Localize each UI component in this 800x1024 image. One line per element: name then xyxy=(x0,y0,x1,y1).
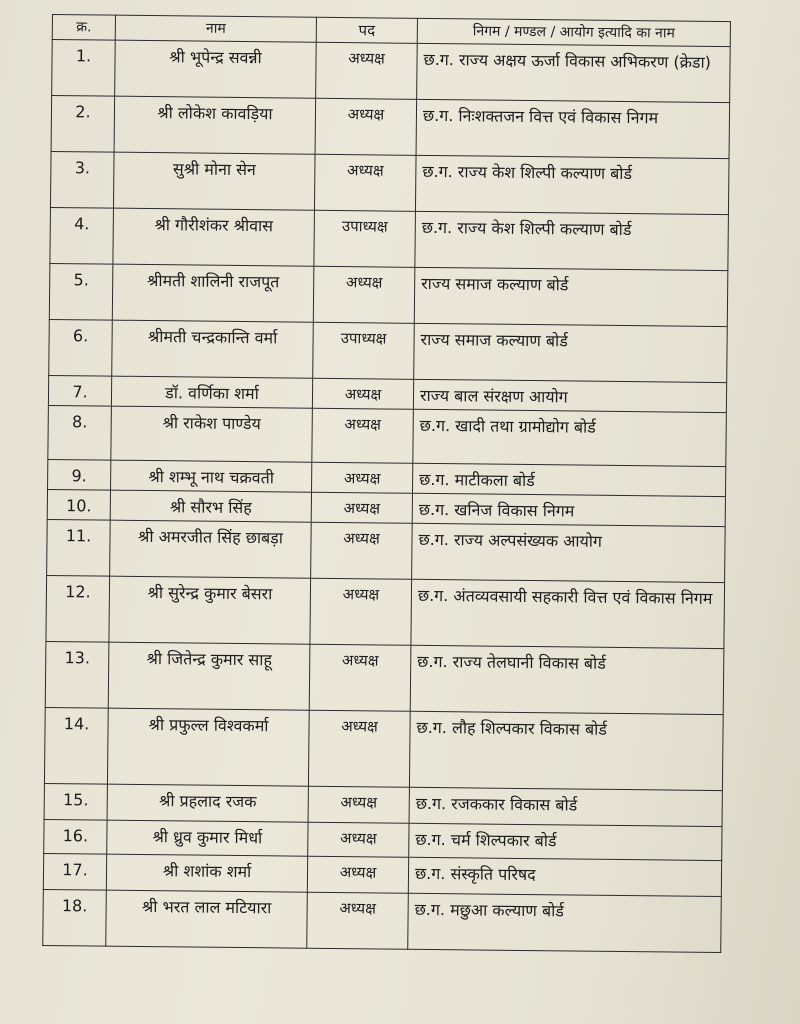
row-name: श्री प्रहलाद रजक xyxy=(107,784,308,822)
row-name: श्री शम्भू नाथ चक्रवती xyxy=(111,460,312,492)
table-row xyxy=(50,151,729,214)
row-post: अध्यक्ष xyxy=(312,462,413,493)
table-row xyxy=(48,405,727,466)
row-post: अध्यक्ष xyxy=(307,856,408,893)
row-organization: छ.ग. राज्य अल्पसंख्यक आयोग xyxy=(412,523,726,582)
row-post: अध्यक्ष xyxy=(308,786,409,823)
table-row xyxy=(50,207,729,270)
row-post: अध्यक्ष xyxy=(311,492,412,523)
row-organization: छ.ग. माटीकला बोर्ड xyxy=(413,463,726,496)
table-row xyxy=(46,575,725,648)
row-serial: 14. xyxy=(44,707,108,784)
row-serial: 3. xyxy=(50,151,114,208)
header-post: पद xyxy=(316,17,417,43)
table-row xyxy=(49,263,728,326)
row-post: अध्यक्ष xyxy=(311,522,413,579)
row-name: श्रीमती चन्द्रकान्ति वर्मा xyxy=(112,320,314,378)
row-organization: छ.ग. खादी तथा ग्रामोद्योग बोर्ड xyxy=(413,409,727,466)
table-row xyxy=(49,319,728,382)
row-name: श्री शशांक शर्मा xyxy=(106,854,307,892)
row-name: श्री राकेश पाण्डेय xyxy=(111,406,313,462)
row-organization: छ.ग. निःशक्तजन वित्त एवं विकास निगम xyxy=(416,99,730,158)
row-post: अध्यक्ष xyxy=(316,42,418,99)
row-post: अध्यक्ष xyxy=(312,378,413,409)
row-organization: छ.ग. अंतव्यवसायी सहकारी वित्त एवं विकास निगम xyxy=(411,579,725,648)
row-serial: 9. xyxy=(48,459,111,490)
row-organization: छ.ग. लौह शिल्पकार विकास बोर्ड xyxy=(409,711,723,790)
row-serial: 16. xyxy=(44,819,107,854)
row-post: अध्यक्ष xyxy=(315,98,417,155)
row-serial: 13. xyxy=(45,641,109,708)
row-organization: राज्य समाज कल्याण बोर्ड xyxy=(414,267,728,326)
row-serial: 4. xyxy=(50,207,114,264)
row-serial: 6. xyxy=(49,319,113,376)
row-name: श्री भरत लाल मटियारा xyxy=(106,890,308,948)
row-serial: 15. xyxy=(44,783,107,820)
row-organization: छ.ग. रजककार विकास बोर्ड xyxy=(409,787,722,826)
table-row xyxy=(43,889,722,952)
row-post: अध्यक्ष xyxy=(312,408,414,463)
row-name: श्री सुरेन्द्र कुमार बेसरा xyxy=(109,576,311,644)
row-serial: 7. xyxy=(48,375,111,406)
row-organization: छ.ग. संस्कृति परिषद xyxy=(408,857,721,896)
row-name: सुश्री मोना सेन xyxy=(113,152,315,210)
row-organization: छ.ग. चर्म शिल्पकार बोर्ड xyxy=(409,823,722,860)
row-name: श्री गौरीशंकर श्रीवास xyxy=(113,208,315,266)
row-name: श्री अमरजीत सिंह छाबड़ा xyxy=(110,520,312,578)
header-organization: निगम / मण्डल / आयोग इत्यादि का नाम xyxy=(417,18,730,46)
row-organization: छ.ग. राज्य तेलघानी विकास बोर्ड xyxy=(410,645,724,714)
row-name: श्री लोकेश कावड़िया xyxy=(114,96,316,154)
row-serial: 1. xyxy=(52,40,116,97)
row-serial: 5. xyxy=(49,263,113,320)
row-serial: 11. xyxy=(47,519,111,576)
row-organization: राज्य समाज कल्याण बोर्ड xyxy=(414,323,728,382)
row-organization: छ.ग. राज्य केश शिल्पी कल्याण बोर्ड xyxy=(415,211,729,270)
table-row xyxy=(52,40,731,103)
row-organization: छ.ग. राज्य केश शिल्पी कल्याण बोर्ड xyxy=(415,155,729,214)
row-post: अध्यक्ष xyxy=(308,710,410,787)
row-post: उपाध्यक्ष xyxy=(314,210,416,267)
row-name: श्री जितेन्द्र कुमार साहू xyxy=(108,642,310,710)
row-serial: 18. xyxy=(43,889,107,946)
row-post: अध्यक्ष xyxy=(313,266,415,323)
row-post: अध्यक्ष xyxy=(309,644,411,711)
row-name: श्री सौरभ सिंह xyxy=(110,490,311,522)
row-serial: 12. xyxy=(46,575,110,642)
header-serial: क्र. xyxy=(52,15,115,41)
table-row xyxy=(44,707,723,790)
row-name: श्री प्रफुल्ल विश्वकर्मा xyxy=(107,708,309,786)
header-name: नाम xyxy=(115,15,316,42)
row-post: अध्यक्ष xyxy=(308,822,409,857)
row-post: अध्यक्ष xyxy=(310,578,412,645)
row-serial: 10. xyxy=(47,489,110,520)
table-row xyxy=(47,519,726,582)
table-row xyxy=(51,96,730,159)
row-organization: राज्य बाल संरक्षण आयोग xyxy=(413,379,726,412)
row-organization: छ.ग. राज्य अक्षय ऊर्जा विकास अभिकरण (क्रेडा) xyxy=(417,43,731,102)
table-row xyxy=(45,641,724,714)
row-name: श्री ध्रुव कुमार मिर्धा xyxy=(107,820,308,856)
row-serial: 17. xyxy=(43,853,106,890)
row-organization: छ.ग. मछुआ कल्याण बोर्ड xyxy=(408,893,722,952)
row-name: श्रीमती शालिनी राजपूत xyxy=(112,264,314,322)
row-name: डॉ. वर्णिका शर्मा xyxy=(111,376,312,408)
row-post: अध्यक्ष xyxy=(314,154,416,211)
row-post: उपाध्यक्ष xyxy=(313,322,415,379)
row-serial: 2. xyxy=(51,96,115,153)
row-organization: छ.ग. खनिज विकास निगम xyxy=(412,493,725,526)
row-serial: 8. xyxy=(48,405,112,460)
table-body xyxy=(43,40,730,953)
appointments-table xyxy=(42,14,731,953)
appointments-table-wrapper xyxy=(42,14,722,953)
row-name: श्री भूपेन्द्र सवन्नी xyxy=(115,40,317,98)
row-post: अध्यक्ष xyxy=(307,892,409,949)
